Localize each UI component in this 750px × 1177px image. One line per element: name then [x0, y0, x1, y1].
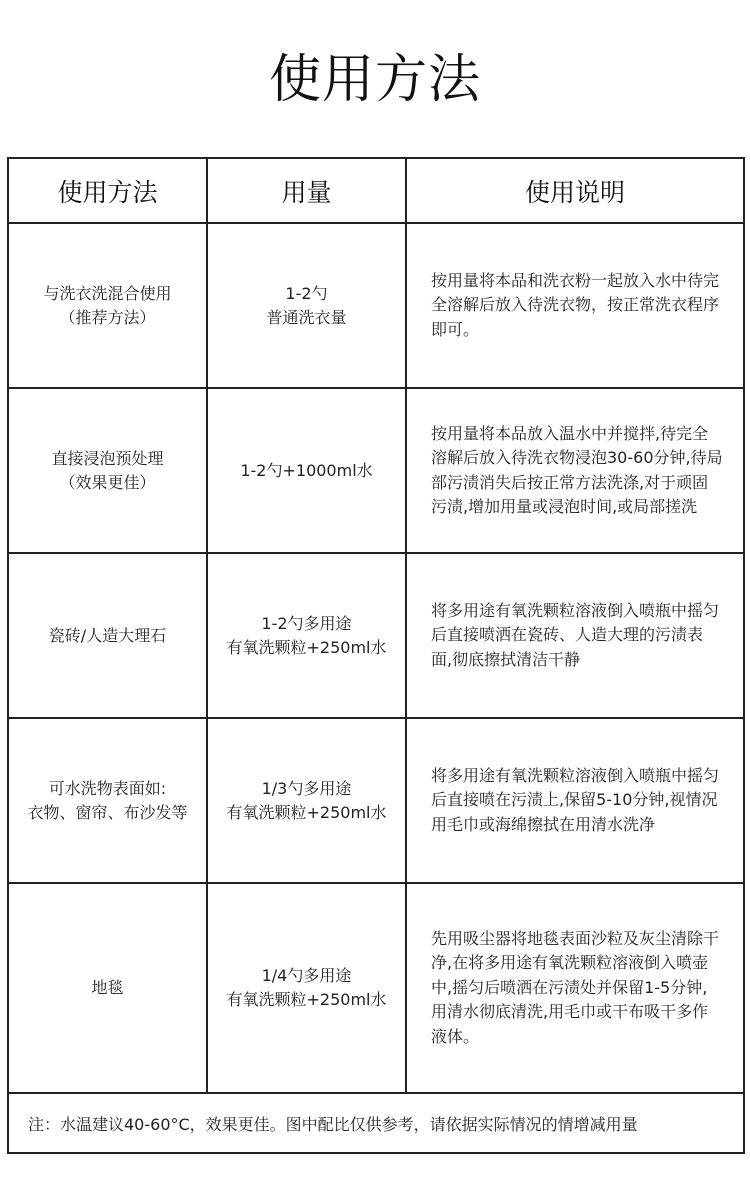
table-header-row: [9, 159, 745, 224]
table-row: [9, 884, 745, 1094]
dose-line: 有氧洗颗粒+250ml水: [226, 637, 387, 657]
dose-cell: [208, 224, 407, 389]
method-cell: [9, 389, 208, 554]
description-cell: [407, 224, 745, 389]
method-line: 地毯: [91, 978, 124, 997]
method-cell: [9, 224, 208, 389]
method-cell: [9, 884, 208, 1094]
dose-cell: [208, 554, 407, 719]
method-line: 与洗衣洗混合使用: [43, 283, 172, 303]
dose-line: 普通洗衣量: [266, 307, 347, 327]
method-line: 直接浸泡预处理: [51, 448, 164, 468]
dose-line: 有氧洗颗粒+250ml水: [226, 990, 387, 1009]
method-line: （效果更佳）: [59, 472, 156, 492]
header-method: 使用方法: [9, 159, 208, 224]
dose-line: 1/3勺多用途: [261, 778, 352, 798]
description-text: 按用量将本品和洗衣粉一起放入水中待完全溶解后放入待洗衣物，按正常洗衣程序即可。: [431, 270, 720, 339]
method-cell: [9, 554, 208, 719]
description-text: 先用吸尘器将地毯表面沙粒及灰尘清除干净,在将多用途有氧洗颗粒溶液倒入喷壶中,摇匀后喷洒在污渍处并保留1-5分钟,用清水彻底清洗,用毛巾或干布吸干多作液体。: [431, 928, 720, 1046]
header-dose: 用量: [208, 159, 407, 224]
method-line: 瓷砖/人造大理石: [48, 625, 167, 645]
description-cell: [407, 719, 745, 884]
usage-table: [7, 157, 745, 1154]
method-line: 衣物、窗帘、布沙发等: [27, 802, 188, 822]
description-text: 将多用途有氧洗颗粒溶液倒入喷瓶中摇匀后直接喷在污渍上,保留5-10分钟,视情况用毛巾或海绵擦拭在用清水洗净: [431, 765, 720, 834]
description-cell: [407, 554, 745, 719]
dose-line: 1-2勺多用途: [261, 613, 352, 633]
dose-cell: [208, 389, 407, 554]
method-line: 可水洗物表面如:: [48, 778, 167, 798]
description-cell: [407, 884, 745, 1094]
description-text: 将多用途有氧洗颗粒溶液倒入喷瓶中摇匀后直接喷洒在瓷砖、人造大理的污渍表面,彻底擦拭清洁干静: [431, 600, 720, 669]
description-cell: [407, 389, 745, 554]
dose-line: 1/4勺多用途: [261, 966, 352, 985]
table-row: [9, 389, 745, 554]
dose-line: 1-2勺: [285, 283, 328, 303]
dose-cell: [208, 884, 407, 1094]
table-row: [9, 224, 745, 389]
dose-line: 1-2勺+1000ml水: [240, 460, 373, 480]
page-title: 使用方法: [268, 50, 481, 110]
dose-line: 有氧洗颗粒+250ml水: [226, 802, 387, 822]
description-text: 按用量将本品放入温水中并搅拌,待完全溶解后放入待洗衣物浸泡30-60分钟,待局部污渍消失后按正常方法洗涤,对于顽固污渍,增加用量或浸泡时间,或局部搓洗: [431, 423, 723, 516]
header-description: 使用说明: [407, 159, 745, 224]
table-row: [9, 554, 745, 719]
method-cell: [9, 719, 208, 884]
dose-cell: [208, 719, 407, 884]
table-row: [9, 719, 745, 884]
footnote: 注：水温建议40-60°C，效果更佳。图中配比仅供参考，请依据实际情况的情增减用量: [9, 1094, 745, 1154]
method-line: （推荐方法）: [59, 307, 156, 327]
